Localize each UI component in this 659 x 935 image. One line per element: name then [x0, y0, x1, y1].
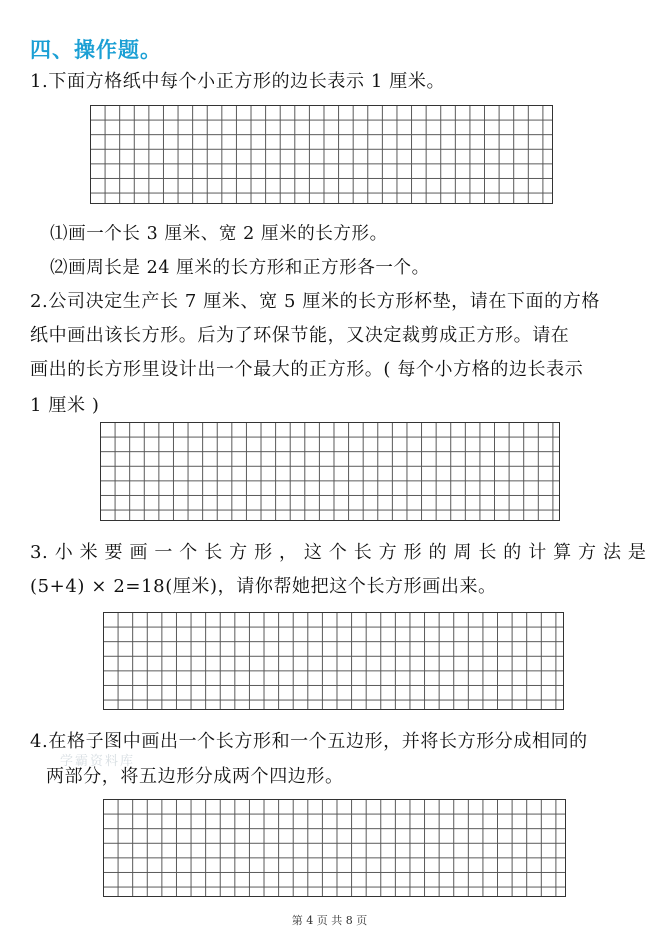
question-4-line-1: 4.在格子图中画出一个长方形和一个五边形，并将长方形分成相同的: [30, 731, 588, 752]
question-3-line-1: 3. 小 米 要 画 一 个 长 方 形 ， 这 个 长 方 形 的 周 长 的 计 算 方 法 是: [30, 542, 647, 563]
section-title: 四、操作题。: [30, 38, 162, 62]
question-1-text: 1.下面方格纸中每个小正方形的边长表示 1 厘米。: [30, 71, 446, 92]
page-footer: 第 4 页 共 8 页: [291, 914, 368, 927]
grid-paper-4[interactable]: [103, 799, 566, 897]
grid-paper-1[interactable]: [90, 105, 553, 204]
question-4-line-2: 两部分，将五边形分成两个四边形。: [46, 766, 344, 787]
question-3-line-2: (5+4) × 2=18(厘米)，请你帮她把这个长方形画出来。: [30, 576, 497, 597]
question-1-part-1: ⑴画一个长 3 厘米、宽 2 厘米的长方形。: [50, 224, 388, 244]
question-2-line-4: 1 厘米 ): [30, 395, 100, 416]
question-2-line-2: 纸中画出该长方形。后为了环保节能，又决定裁剪成正方形。请在: [30, 325, 570, 346]
grid-paper-3[interactable]: [103, 612, 564, 710]
question-1-part-2: ⑵画周长是 24 厘米的长方形和正方形各一个。: [50, 258, 430, 278]
watermark-text: 学霸资料库: [60, 754, 136, 769]
question-2-line-1: 2.公司决定生产长 7 厘米、宽 5 厘米的长方形杯垫，请在下面的方格: [30, 291, 600, 312]
grid-paper-2[interactable]: [100, 422, 560, 521]
question-2-line-3: 画出的长方形里设计出一个最大的正方形。( 每个小方格的边长表示: [30, 359, 584, 380]
